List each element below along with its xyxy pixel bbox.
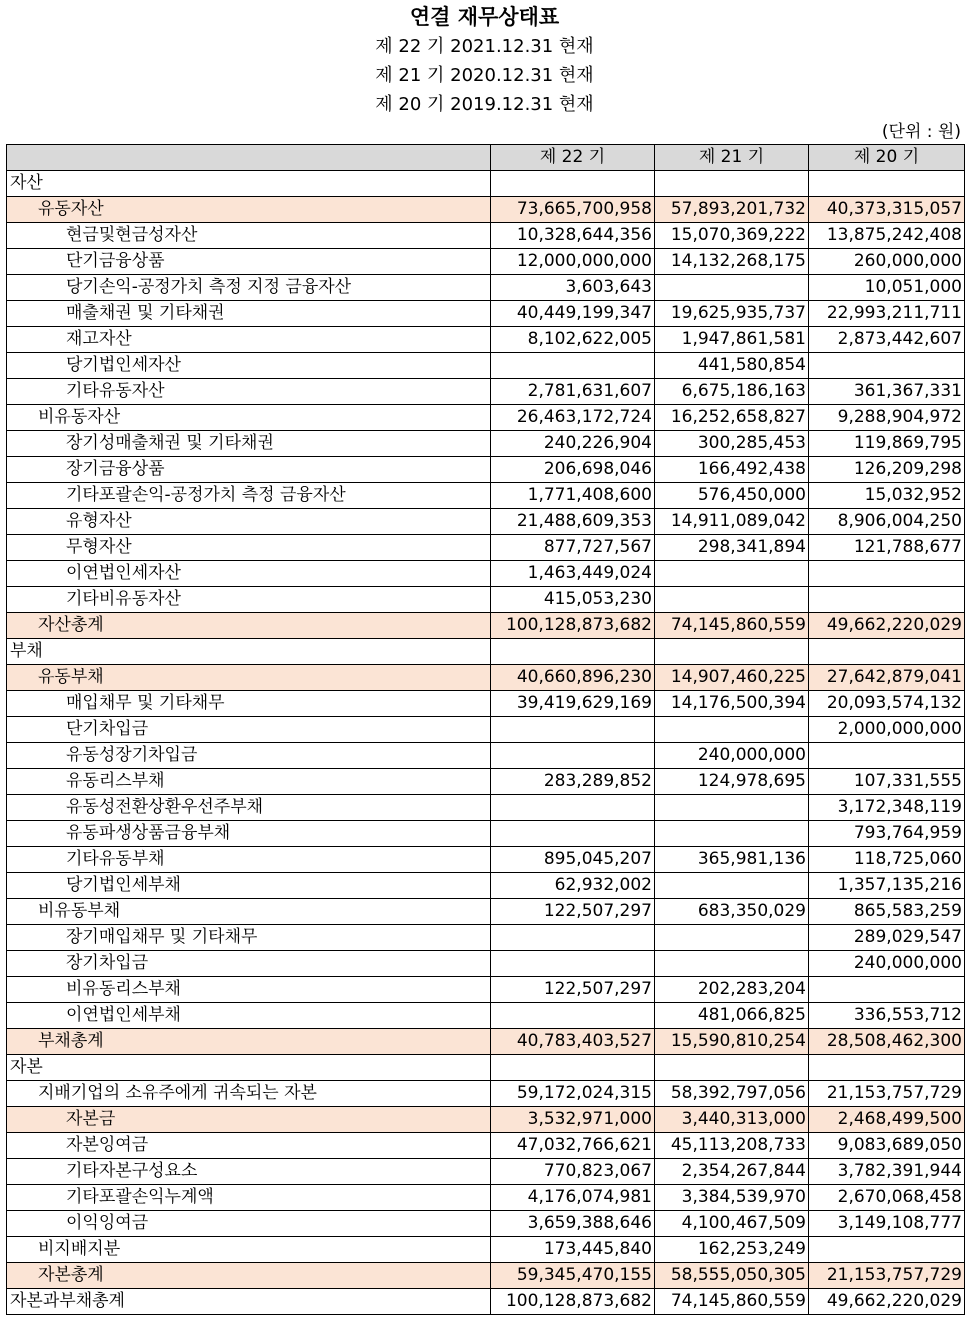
amount-cell <box>809 1055 965 1081</box>
amount-cell: 49,662,220,029 <box>809 1289 965 1315</box>
table-row <box>7 457 965 483</box>
amount-cell: 40,660,896,230 <box>491 665 655 691</box>
account-label: 자산 <box>7 171 491 197</box>
amount-cell: 59,172,024,315 <box>491 1081 655 1107</box>
table-row <box>7 1003 965 1029</box>
account-label: 자본금 <box>7 1107 491 1133</box>
period-line: 제 20 기 2019.12.31 현재 <box>375 94 594 115</box>
table-row <box>7 665 965 691</box>
account-label: 자본총계 <box>7 1263 491 1289</box>
amount-cell: 260,000,000 <box>809 249 965 275</box>
account-label: 장기성매출채권 및 기타채권 <box>7 431 491 457</box>
amount-cell: 122,507,297 <box>491 899 655 925</box>
amount-cell <box>809 1237 965 1263</box>
amount-cell: 45,113,208,733 <box>655 1133 809 1159</box>
table-row <box>7 1107 965 1133</box>
account-label: 이연법인세자산 <box>7 561 491 587</box>
unit-label: (단위 : 원) <box>881 122 961 142</box>
amount-cell: 15,590,810,254 <box>655 1029 809 1055</box>
account-label: 기타유동자산 <box>7 379 491 405</box>
amount-cell: 162,253,249 <box>655 1237 809 1263</box>
amount-cell: 118,725,060 <box>809 847 965 873</box>
amount-cell <box>655 171 809 197</box>
account-label: 당기법인세부채 <box>7 873 491 899</box>
amount-cell <box>491 1055 655 1081</box>
amount-cell: 40,783,403,527 <box>491 1029 655 1055</box>
table-row <box>7 613 965 639</box>
amount-cell: 3,782,391,944 <box>809 1159 965 1185</box>
account-label: 비유동리스부채 <box>7 977 491 1003</box>
account-label: 지배기업의 소유주에게 귀속되는 자본 <box>7 1081 491 1107</box>
amount-cell <box>809 171 965 197</box>
amount-cell: 770,823,067 <box>491 1159 655 1185</box>
amount-cell <box>809 587 965 613</box>
amount-cell: 3,149,108,777 <box>809 1211 965 1237</box>
account-label: 유동부채 <box>7 665 491 691</box>
amount-cell <box>809 639 965 665</box>
amount-cell: 19,625,935,737 <box>655 301 809 327</box>
table-row <box>7 1029 965 1055</box>
amount-cell: 2,468,499,500 <box>809 1107 965 1133</box>
amount-cell: 14,176,500,394 <box>655 691 809 717</box>
table-row <box>7 717 965 743</box>
account-label: 이익잉여금 <box>7 1211 491 1237</box>
table-row <box>7 431 965 457</box>
table-row <box>7 873 965 899</box>
account-label: 자본 <box>7 1055 491 1081</box>
amount-cell: 22,993,211,711 <box>809 301 965 327</box>
amount-cell: 21,153,757,729 <box>809 1081 965 1107</box>
account-label: 자산총계 <box>7 613 491 639</box>
amount-cell: 240,226,904 <box>491 431 655 457</box>
amount-cell: 15,070,369,222 <box>655 223 809 249</box>
table-row <box>7 301 965 327</box>
amount-cell: 441,580,854 <box>655 353 809 379</box>
account-label: 비유동자산 <box>7 405 491 431</box>
amount-cell: 3,532,971,000 <box>491 1107 655 1133</box>
amount-cell: 74,145,860,559 <box>655 613 809 639</box>
amount-cell <box>491 717 655 743</box>
amount-cell: 3,603,643 <box>491 275 655 301</box>
account-label: 기타포괄손익-공정가치 측정 금융자산 <box>7 483 491 509</box>
amount-cell: 16,252,658,827 <box>655 405 809 431</box>
amount-cell: 20,093,574,132 <box>809 691 965 717</box>
amount-cell: 40,373,315,057 <box>809 197 965 223</box>
amount-cell <box>655 951 809 977</box>
amount-cell <box>491 171 655 197</box>
amount-cell: 62,932,002 <box>491 873 655 899</box>
account-label: 부채 <box>7 639 491 665</box>
amount-cell: 12,000,000,000 <box>491 249 655 275</box>
amount-cell <box>491 821 655 847</box>
amount-cell: 10,328,644,356 <box>491 223 655 249</box>
statement-title: 연결 재무상태표 <box>409 5 560 29</box>
table-row <box>7 1237 965 1263</box>
table-row <box>7 509 965 535</box>
amount-cell: 283,289,852 <box>491 769 655 795</box>
amount-cell: 865,583,259 <box>809 899 965 925</box>
table-row <box>7 1185 965 1211</box>
account-label: 비유동부채 <box>7 899 491 925</box>
table-row <box>7 379 965 405</box>
amount-cell: 4,100,467,509 <box>655 1211 809 1237</box>
table-row <box>7 405 965 431</box>
account-label: 단기차입금 <box>7 717 491 743</box>
amount-cell: 15,032,952 <box>809 483 965 509</box>
amount-cell <box>809 561 965 587</box>
amount-cell <box>655 1055 809 1081</box>
account-label: 유동성장기차입금 <box>7 743 491 769</box>
table-row <box>7 1133 965 1159</box>
amount-cell: 1,357,135,216 <box>809 873 965 899</box>
table-row <box>7 275 965 301</box>
amount-cell <box>491 951 655 977</box>
period-line: 제 22 기 2021.12.31 현재 <box>375 36 594 57</box>
amount-cell: 8,102,622,005 <box>491 327 655 353</box>
amount-cell: 3,659,388,646 <box>491 1211 655 1237</box>
account-label: 장기매입채무 및 기타채무 <box>7 925 491 951</box>
account-label: 비지배지분 <box>7 1237 491 1263</box>
amount-cell: 49,662,220,029 <box>809 613 965 639</box>
amount-cell: 3,384,539,970 <box>655 1185 809 1211</box>
table-row <box>7 1211 965 1237</box>
account-label: 부채총계 <box>7 1029 491 1055</box>
amount-cell: 9,083,689,050 <box>809 1133 965 1159</box>
account-label: 유동자산 <box>7 197 491 223</box>
amount-cell: 365,981,136 <box>655 847 809 873</box>
amount-cell: 895,045,207 <box>491 847 655 873</box>
account-label: 자본잉여금 <box>7 1133 491 1159</box>
amount-cell: 8,906,004,250 <box>809 509 965 535</box>
amount-cell: 119,869,795 <box>809 431 965 457</box>
amount-cell <box>491 353 655 379</box>
table-row <box>7 821 965 847</box>
column-header: 제 20 기 <box>809 145 965 171</box>
amount-cell <box>655 873 809 899</box>
account-label: 유동리스부채 <box>7 769 491 795</box>
amount-cell: 2,670,068,458 <box>809 1185 965 1211</box>
account-label: 자본과부채총계 <box>7 1289 491 1315</box>
account-label: 이연법인세부채 <box>7 1003 491 1029</box>
amount-cell: 14,132,268,175 <box>655 249 809 275</box>
account-label: 장기차입금 <box>7 951 491 977</box>
table-row <box>7 899 965 925</box>
account-label: 기타포괄손익누계액 <box>7 1185 491 1211</box>
header-row <box>7 145 965 171</box>
amount-cell: 121,788,677 <box>809 535 965 561</box>
amount-cell <box>491 743 655 769</box>
table-row <box>7 327 965 353</box>
amount-cell: 9,288,904,972 <box>809 405 965 431</box>
amount-cell: 58,392,797,056 <box>655 1081 809 1107</box>
table-row <box>7 977 965 1003</box>
amount-cell <box>655 275 809 301</box>
column-header <box>7 145 491 171</box>
table-row <box>7 925 965 951</box>
amount-cell: 415,053,230 <box>491 587 655 613</box>
table-row <box>7 639 965 665</box>
account-label: 당기손익-공정가치 측정 지정 금융자산 <box>7 275 491 301</box>
table-row <box>7 847 965 873</box>
amount-cell: 1,463,449,024 <box>491 561 655 587</box>
amount-cell <box>491 925 655 951</box>
amount-cell: 3,440,313,000 <box>655 1107 809 1133</box>
amount-cell: 10,051,000 <box>809 275 965 301</box>
amount-cell <box>655 717 809 743</box>
amount-cell <box>655 821 809 847</box>
amount-cell <box>655 925 809 951</box>
table-row <box>7 691 965 717</box>
amount-cell: 1,771,408,600 <box>491 483 655 509</box>
amount-cell: 240,000,000 <box>809 951 965 977</box>
amount-cell: 40,449,199,347 <box>491 301 655 327</box>
table-row <box>7 951 965 977</box>
account-label: 기타비유동자산 <box>7 587 491 613</box>
amount-cell: 14,911,089,042 <box>655 509 809 535</box>
table-row <box>7 587 965 613</box>
amount-cell: 576,450,000 <box>655 483 809 509</box>
amount-cell: 39,419,629,169 <box>491 691 655 717</box>
amount-cell: 58,555,050,305 <box>655 1263 809 1289</box>
amount-cell: 202,283,204 <box>655 977 809 1003</box>
amount-cell <box>655 561 809 587</box>
amount-cell: 124,978,695 <box>655 769 809 795</box>
amount-cell <box>655 795 809 821</box>
account-label: 장기금융상품 <box>7 457 491 483</box>
amount-cell: 1,947,861,581 <box>655 327 809 353</box>
table-row <box>7 249 965 275</box>
account-label: 유동성전환상환우선주부채 <box>7 795 491 821</box>
amount-cell: 21,488,609,353 <box>491 509 655 535</box>
table-row <box>7 1055 965 1081</box>
account-label: 재고자산 <box>7 327 491 353</box>
account-label: 기타자본구성요소 <box>7 1159 491 1185</box>
amount-cell: 100,128,873,682 <box>491 613 655 639</box>
amount-cell: 13,875,242,408 <box>809 223 965 249</box>
amount-cell: 21,153,757,729 <box>809 1263 965 1289</box>
table-row <box>7 561 965 587</box>
amount-cell: 14,907,460,225 <box>655 665 809 691</box>
amount-cell: 683,350,029 <box>655 899 809 925</box>
amount-cell: 336,553,712 <box>809 1003 965 1029</box>
amount-cell: 166,492,438 <box>655 457 809 483</box>
column-header: 제 22 기 <box>491 145 655 171</box>
amount-cell <box>491 1003 655 1029</box>
table-row <box>7 1263 965 1289</box>
table-row <box>7 1159 965 1185</box>
table-row <box>7 795 965 821</box>
amount-cell <box>809 353 965 379</box>
amount-cell: 100,128,873,682 <box>491 1289 655 1315</box>
table-row <box>7 743 965 769</box>
amount-cell: 300,285,453 <box>655 431 809 457</box>
amount-cell: 481,066,825 <box>655 1003 809 1029</box>
period-line: 제 21 기 2020.12.31 현재 <box>375 65 594 86</box>
statement-header <box>0 2 969 119</box>
amount-cell <box>809 977 965 1003</box>
amount-cell: 173,445,840 <box>491 1237 655 1263</box>
amount-cell: 240,000,000 <box>655 743 809 769</box>
amount-cell: 2,781,631,607 <box>491 379 655 405</box>
table-row <box>7 483 965 509</box>
amount-cell: 793,764,959 <box>809 821 965 847</box>
amount-cell: 6,675,186,163 <box>655 379 809 405</box>
amount-cell: 26,463,172,724 <box>491 405 655 431</box>
amount-cell: 28,508,462,300 <box>809 1029 965 1055</box>
table-row <box>7 171 965 197</box>
amount-cell: 206,698,046 <box>491 457 655 483</box>
table-row <box>7 535 965 561</box>
amount-cell: 289,029,547 <box>809 925 965 951</box>
table-row <box>7 769 965 795</box>
amount-cell <box>655 639 809 665</box>
account-label: 유형자산 <box>7 509 491 535</box>
amount-cell: 2,354,267,844 <box>655 1159 809 1185</box>
amount-cell <box>491 639 655 665</box>
amount-cell <box>655 587 809 613</box>
account-label: 단기금융상품 <box>7 249 491 275</box>
amount-cell: 107,331,555 <box>809 769 965 795</box>
table-row <box>7 197 965 223</box>
amount-cell: 57,893,201,732 <box>655 197 809 223</box>
table-row <box>7 1289 965 1315</box>
amount-cell: 27,642,879,041 <box>809 665 965 691</box>
table-row <box>7 353 965 379</box>
amount-cell: 59,345,470,155 <box>491 1263 655 1289</box>
amount-cell: 4,176,074,981 <box>491 1185 655 1211</box>
amount-cell: 47,032,766,621 <box>491 1133 655 1159</box>
amount-cell: 74,145,860,559 <box>655 1289 809 1315</box>
account-label: 유동파생상품금융부채 <box>7 821 491 847</box>
amount-cell <box>491 795 655 821</box>
account-label: 매입채무 및 기타채무 <box>7 691 491 717</box>
amount-cell: 298,341,894 <box>655 535 809 561</box>
amount-cell: 3,172,348,119 <box>809 795 965 821</box>
amount-cell <box>809 743 965 769</box>
account-label: 현금및현금성자산 <box>7 223 491 249</box>
account-label: 기타유동부채 <box>7 847 491 873</box>
amount-cell: 361,367,331 <box>809 379 965 405</box>
account-label: 무형자산 <box>7 535 491 561</box>
amount-cell: 2,000,000,000 <box>809 717 965 743</box>
account-label: 당기법인세자산 <box>7 353 491 379</box>
column-header: 제 21 기 <box>655 145 809 171</box>
table-row <box>7 223 965 249</box>
amount-cell: 126,209,298 <box>809 457 965 483</box>
amount-cell: 122,507,297 <box>491 977 655 1003</box>
balance-sheet-table <box>6 144 965 1315</box>
amount-cell: 2,873,442,607 <box>809 327 965 353</box>
amount-cell: 73,665,700,958 <box>491 197 655 223</box>
account-label: 매출채권 및 기타채권 <box>7 301 491 327</box>
amount-cell: 877,727,567 <box>491 535 655 561</box>
table-row <box>7 1081 965 1107</box>
